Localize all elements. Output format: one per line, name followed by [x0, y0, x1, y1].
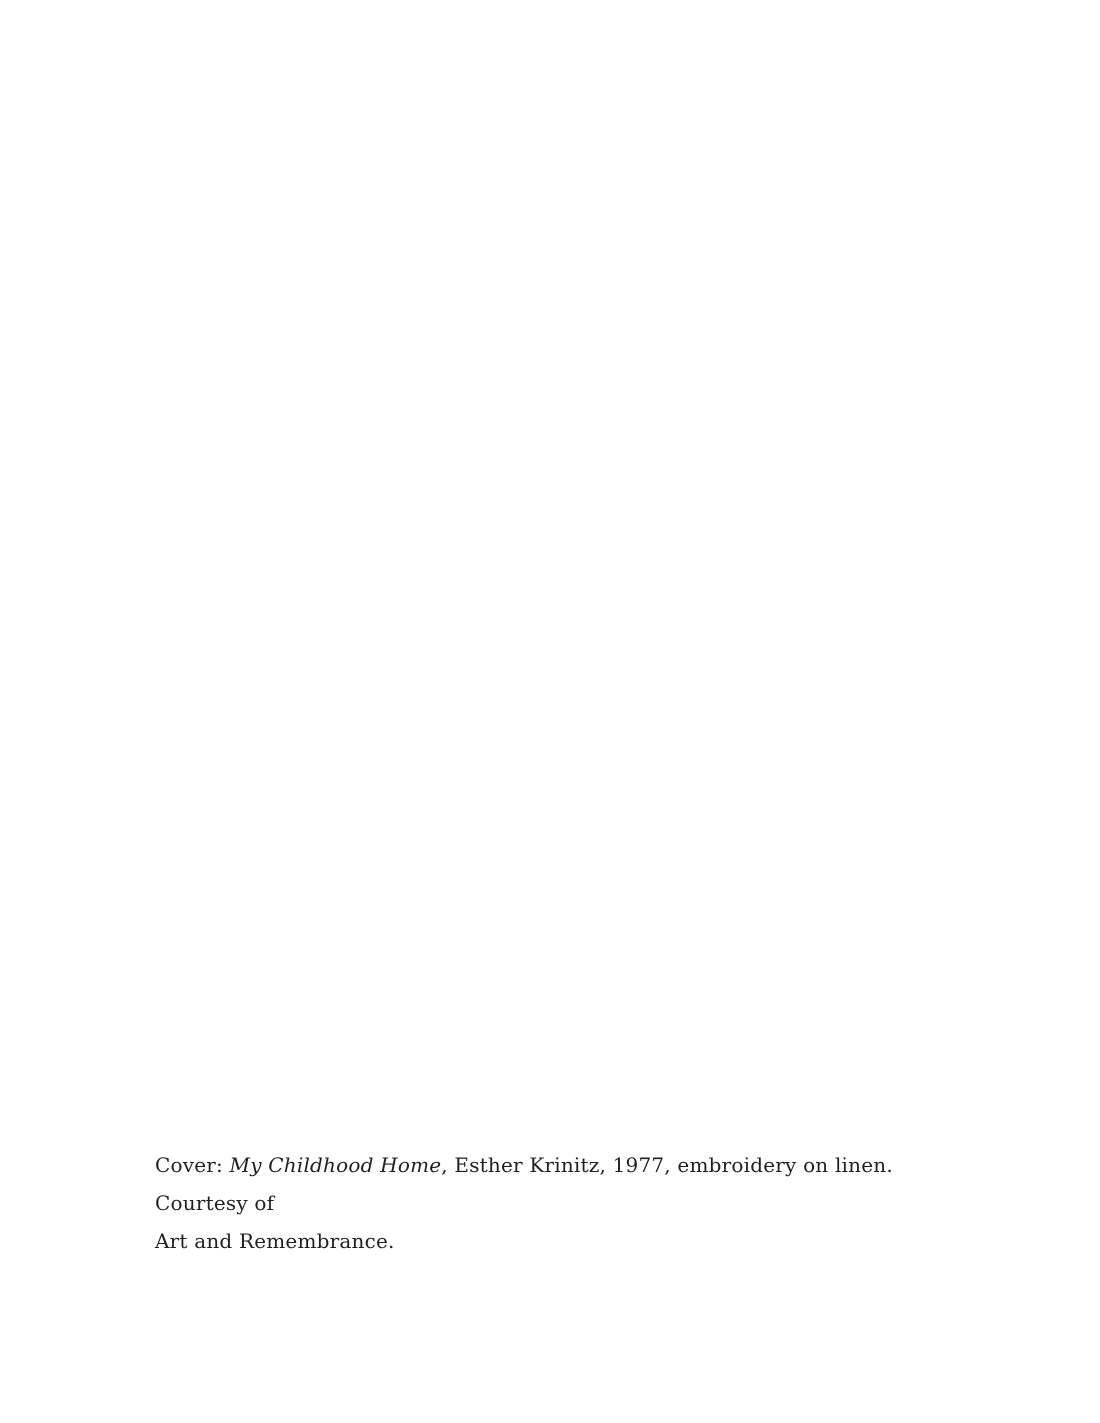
- caption-line1-rest: , Esther Krinitz, 1977, embroidery on linen. Courtesy of: [155, 1153, 893, 1215]
- cover-caption: [155, 1146, 955, 1260]
- caption-prefix: Cover:: [155, 1153, 230, 1177]
- caption-line2: Art and Remembrance.: [155, 1229, 395, 1253]
- caption-artwork-title: My Childhood Home: [229, 1153, 442, 1177]
